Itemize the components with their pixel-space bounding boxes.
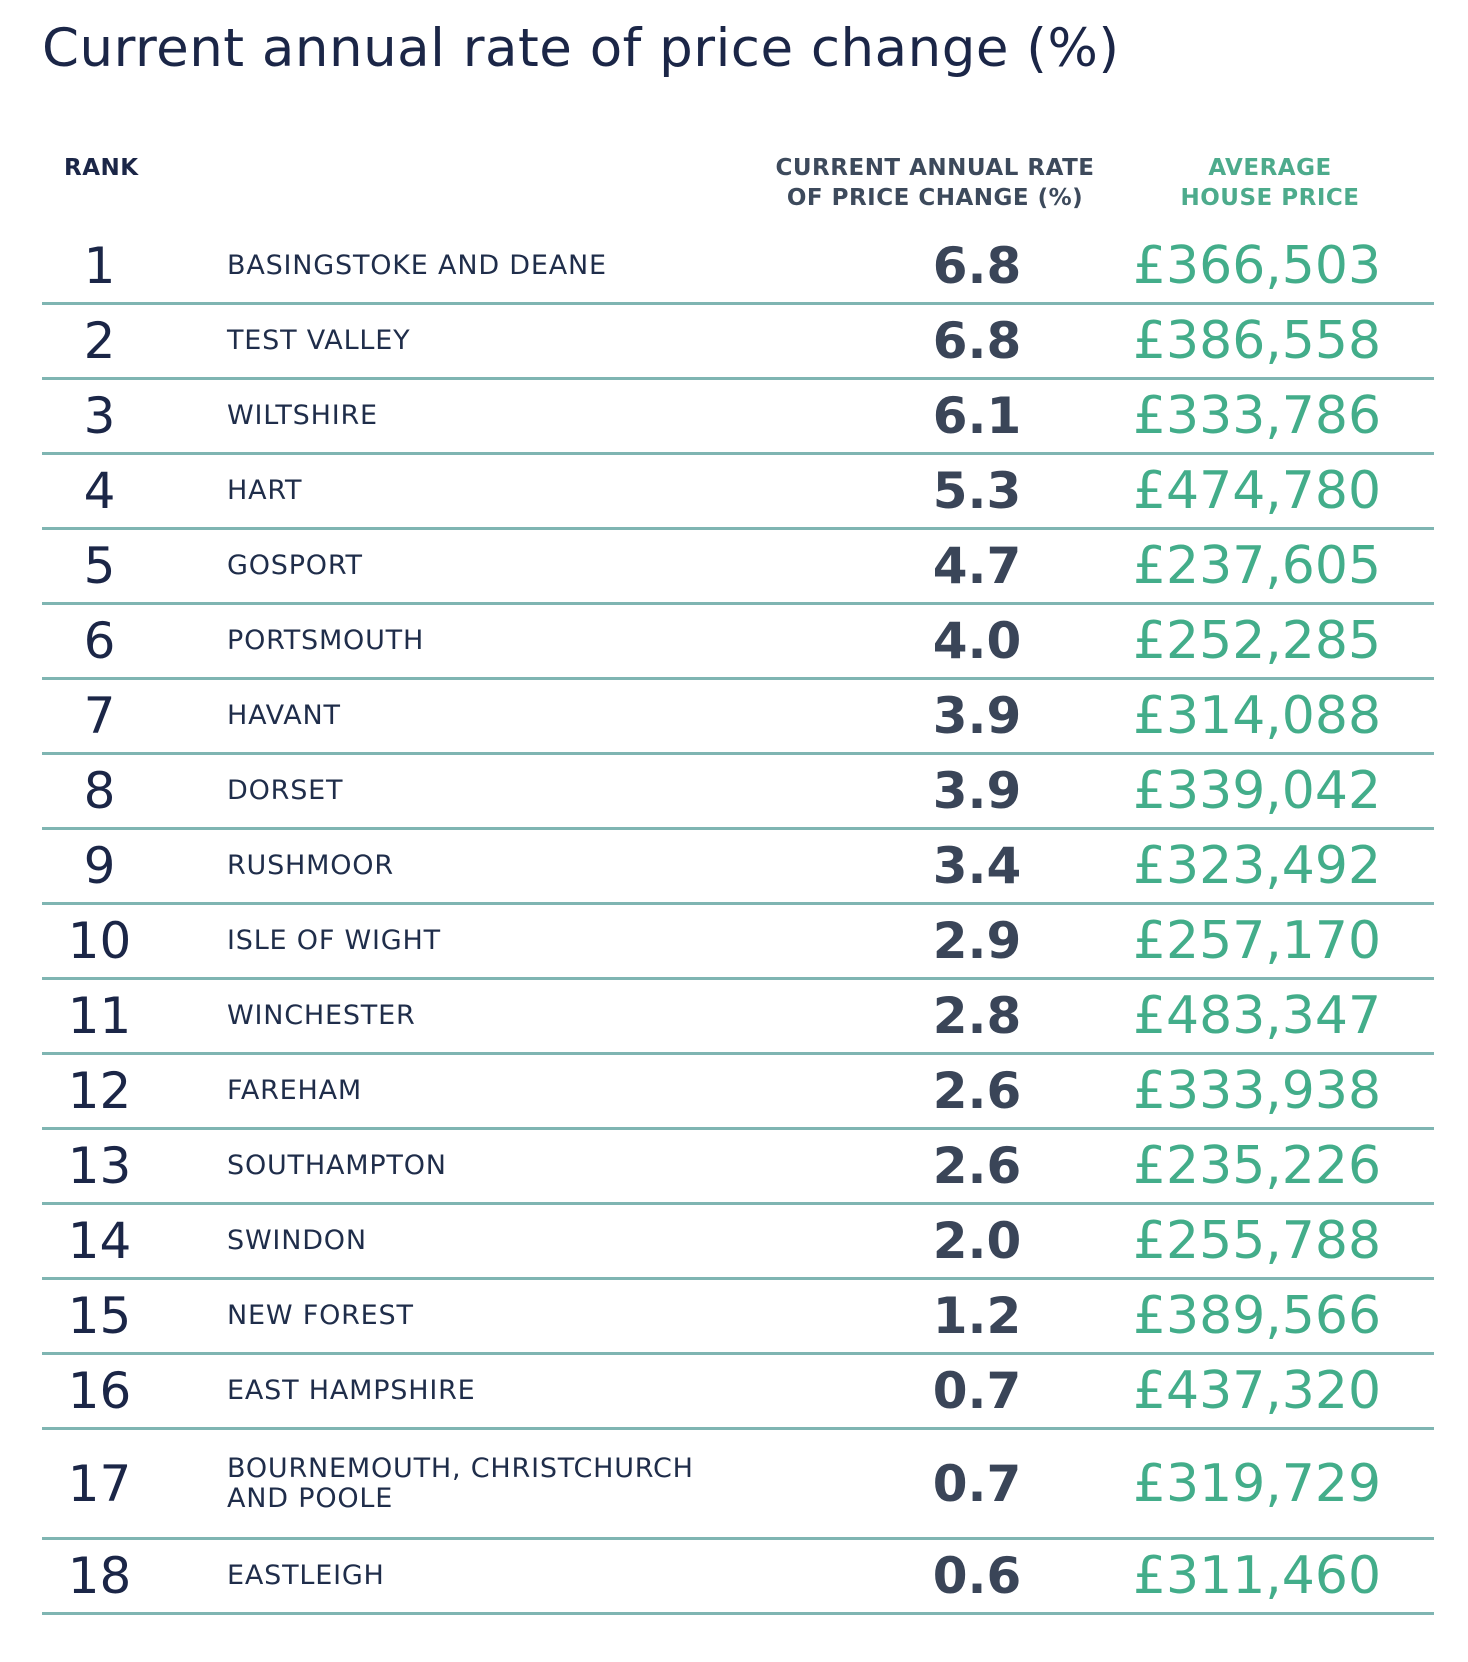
page-title: Current annual rate of price change (%)	[42, 18, 1120, 79]
price-cell: £333,938	[1132, 1061, 1382, 1121]
price-cell: £389,566	[1132, 1286, 1382, 1346]
table-row	[42, 1055, 1434, 1130]
price-cell: £333,786	[1132, 386, 1382, 446]
rank-cell: 4	[83, 462, 116, 520]
rate-cell: 4.0	[932, 612, 1022, 670]
price-cell: £237,605	[1132, 536, 1382, 596]
table-row	[42, 305, 1434, 380]
price-cell: £386,558	[1132, 311, 1382, 371]
area-cell: WINCHESTER	[227, 1000, 416, 1031]
rate-cell: 2.8	[932, 987, 1022, 1045]
area-cell: EAST HAMPSHIRE	[227, 1375, 476, 1406]
rate-cell: 3.9	[932, 762, 1022, 820]
area-cell: SWINDON	[227, 1225, 367, 1256]
price-cell: £319,729	[1132, 1453, 1382, 1514]
rank-cell: 16	[67, 1362, 132, 1420]
rank-cell: 2	[83, 312, 116, 370]
table-row	[42, 455, 1434, 530]
price-cell: £314,088	[1132, 686, 1382, 746]
table-row	[42, 1130, 1434, 1205]
header-rank: RANK	[64, 155, 139, 181]
rate-cell: 6.8	[932, 237, 1022, 295]
price-cell: £235,226	[1132, 1136, 1382, 1196]
price-cell: £483,347	[1132, 986, 1382, 1046]
rate-cell: 2.0	[932, 1212, 1022, 1270]
rate-cell: 2.9	[932, 912, 1022, 970]
price-cell: £323,492	[1132, 836, 1382, 896]
rank-cell: 7	[83, 687, 116, 745]
area-cell: DORSET	[227, 775, 344, 806]
rank-cell: 17	[67, 1454, 132, 1513]
header-price-line1: AVERAGE	[1208, 155, 1332, 181]
area-cell: BOURNEMOUTH, CHRISTCHURCH AND POOLE	[227, 1452, 694, 1514]
rate-cell: 4.7	[932, 537, 1022, 595]
area-cell: PORTSMOUTH	[227, 625, 425, 656]
rate-cell: 1.2	[932, 1287, 1022, 1345]
rank-cell: 3	[83, 387, 116, 445]
table-row	[42, 1355, 1434, 1430]
rate-cell: 0.7	[932, 1362, 1022, 1420]
rate-cell: 3.4	[932, 837, 1022, 895]
table-row	[42, 755, 1434, 830]
rate-cell: 6.1	[932, 387, 1022, 445]
rank-cell: 14	[67, 1212, 132, 1270]
rank-cell: 13	[67, 1137, 132, 1195]
rank-cell: 8	[83, 762, 116, 820]
area-cell: GOSPORT	[227, 550, 363, 581]
header-price-line2: HOUSE PRICE	[1180, 185, 1360, 211]
area-cell: ISLE OF WIGHT	[227, 925, 441, 956]
table-row	[42, 605, 1434, 680]
price-cell: £474,780	[1132, 461, 1382, 521]
table-row	[42, 230, 1434, 305]
rate-cell: 5.3	[932, 462, 1022, 520]
rate-cell: 3.9	[932, 687, 1022, 745]
price-cell: £257,170	[1132, 911, 1382, 971]
area-cell: SOUTHAMPTON	[227, 1150, 447, 1181]
rank-cell: 6	[83, 612, 116, 670]
rank-cell: 11	[67, 987, 132, 1045]
rate-cell: 2.6	[932, 1062, 1022, 1120]
rank-cell: 10	[67, 912, 132, 970]
table-row	[42, 830, 1434, 905]
rate-cell: 6.8	[932, 312, 1022, 370]
rate-cell: 2.6	[932, 1137, 1022, 1195]
rank-cell: 12	[67, 1062, 132, 1120]
area-cell: RUSHMOOR	[227, 850, 394, 881]
area-cell: NEW FOREST	[227, 1300, 414, 1331]
table-row	[42, 1280, 1434, 1355]
rank-cell: 5	[83, 537, 116, 595]
rate-cell: 0.6	[932, 1547, 1022, 1605]
table-row	[42, 905, 1434, 980]
area-cell: HAVANT	[227, 700, 341, 731]
area-cell: FAREHAM	[227, 1075, 363, 1106]
price-cell: £437,320	[1132, 1361, 1382, 1421]
header-rate-line1: CURRENT ANNUAL RATE	[775, 155, 1095, 181]
area-cell: TEST VALLEY	[227, 325, 411, 356]
rank-cell: 1	[83, 237, 116, 295]
area-cell: BASINGSTOKE AND DEANE	[227, 250, 607, 281]
rank-cell: 9	[83, 837, 116, 895]
price-cell: £339,042	[1132, 761, 1382, 821]
table-row	[42, 980, 1434, 1055]
table-row	[42, 1540, 1434, 1615]
rank-cell: 18	[67, 1547, 132, 1605]
table-row	[42, 1430, 1434, 1540]
rank-cell: 15	[67, 1287, 132, 1345]
row-divider	[42, 1612, 1434, 1615]
table-row	[42, 530, 1434, 605]
price-cell: £311,460	[1132, 1546, 1382, 1606]
header-rate-line2: OF PRICE CHANGE (%)	[786, 185, 1084, 211]
area-cell: WILTSHIRE	[227, 400, 378, 431]
area-cell: HART	[227, 475, 303, 506]
price-cell: £366,503	[1132, 236, 1382, 296]
table-row	[42, 1205, 1434, 1280]
price-cell: £252,285	[1132, 611, 1382, 671]
table-row	[42, 380, 1434, 455]
price-cell: £255,788	[1132, 1211, 1382, 1271]
table-row	[42, 680, 1434, 755]
rate-cell: 0.7	[932, 1454, 1022, 1513]
area-cell: EASTLEIGH	[227, 1560, 385, 1591]
